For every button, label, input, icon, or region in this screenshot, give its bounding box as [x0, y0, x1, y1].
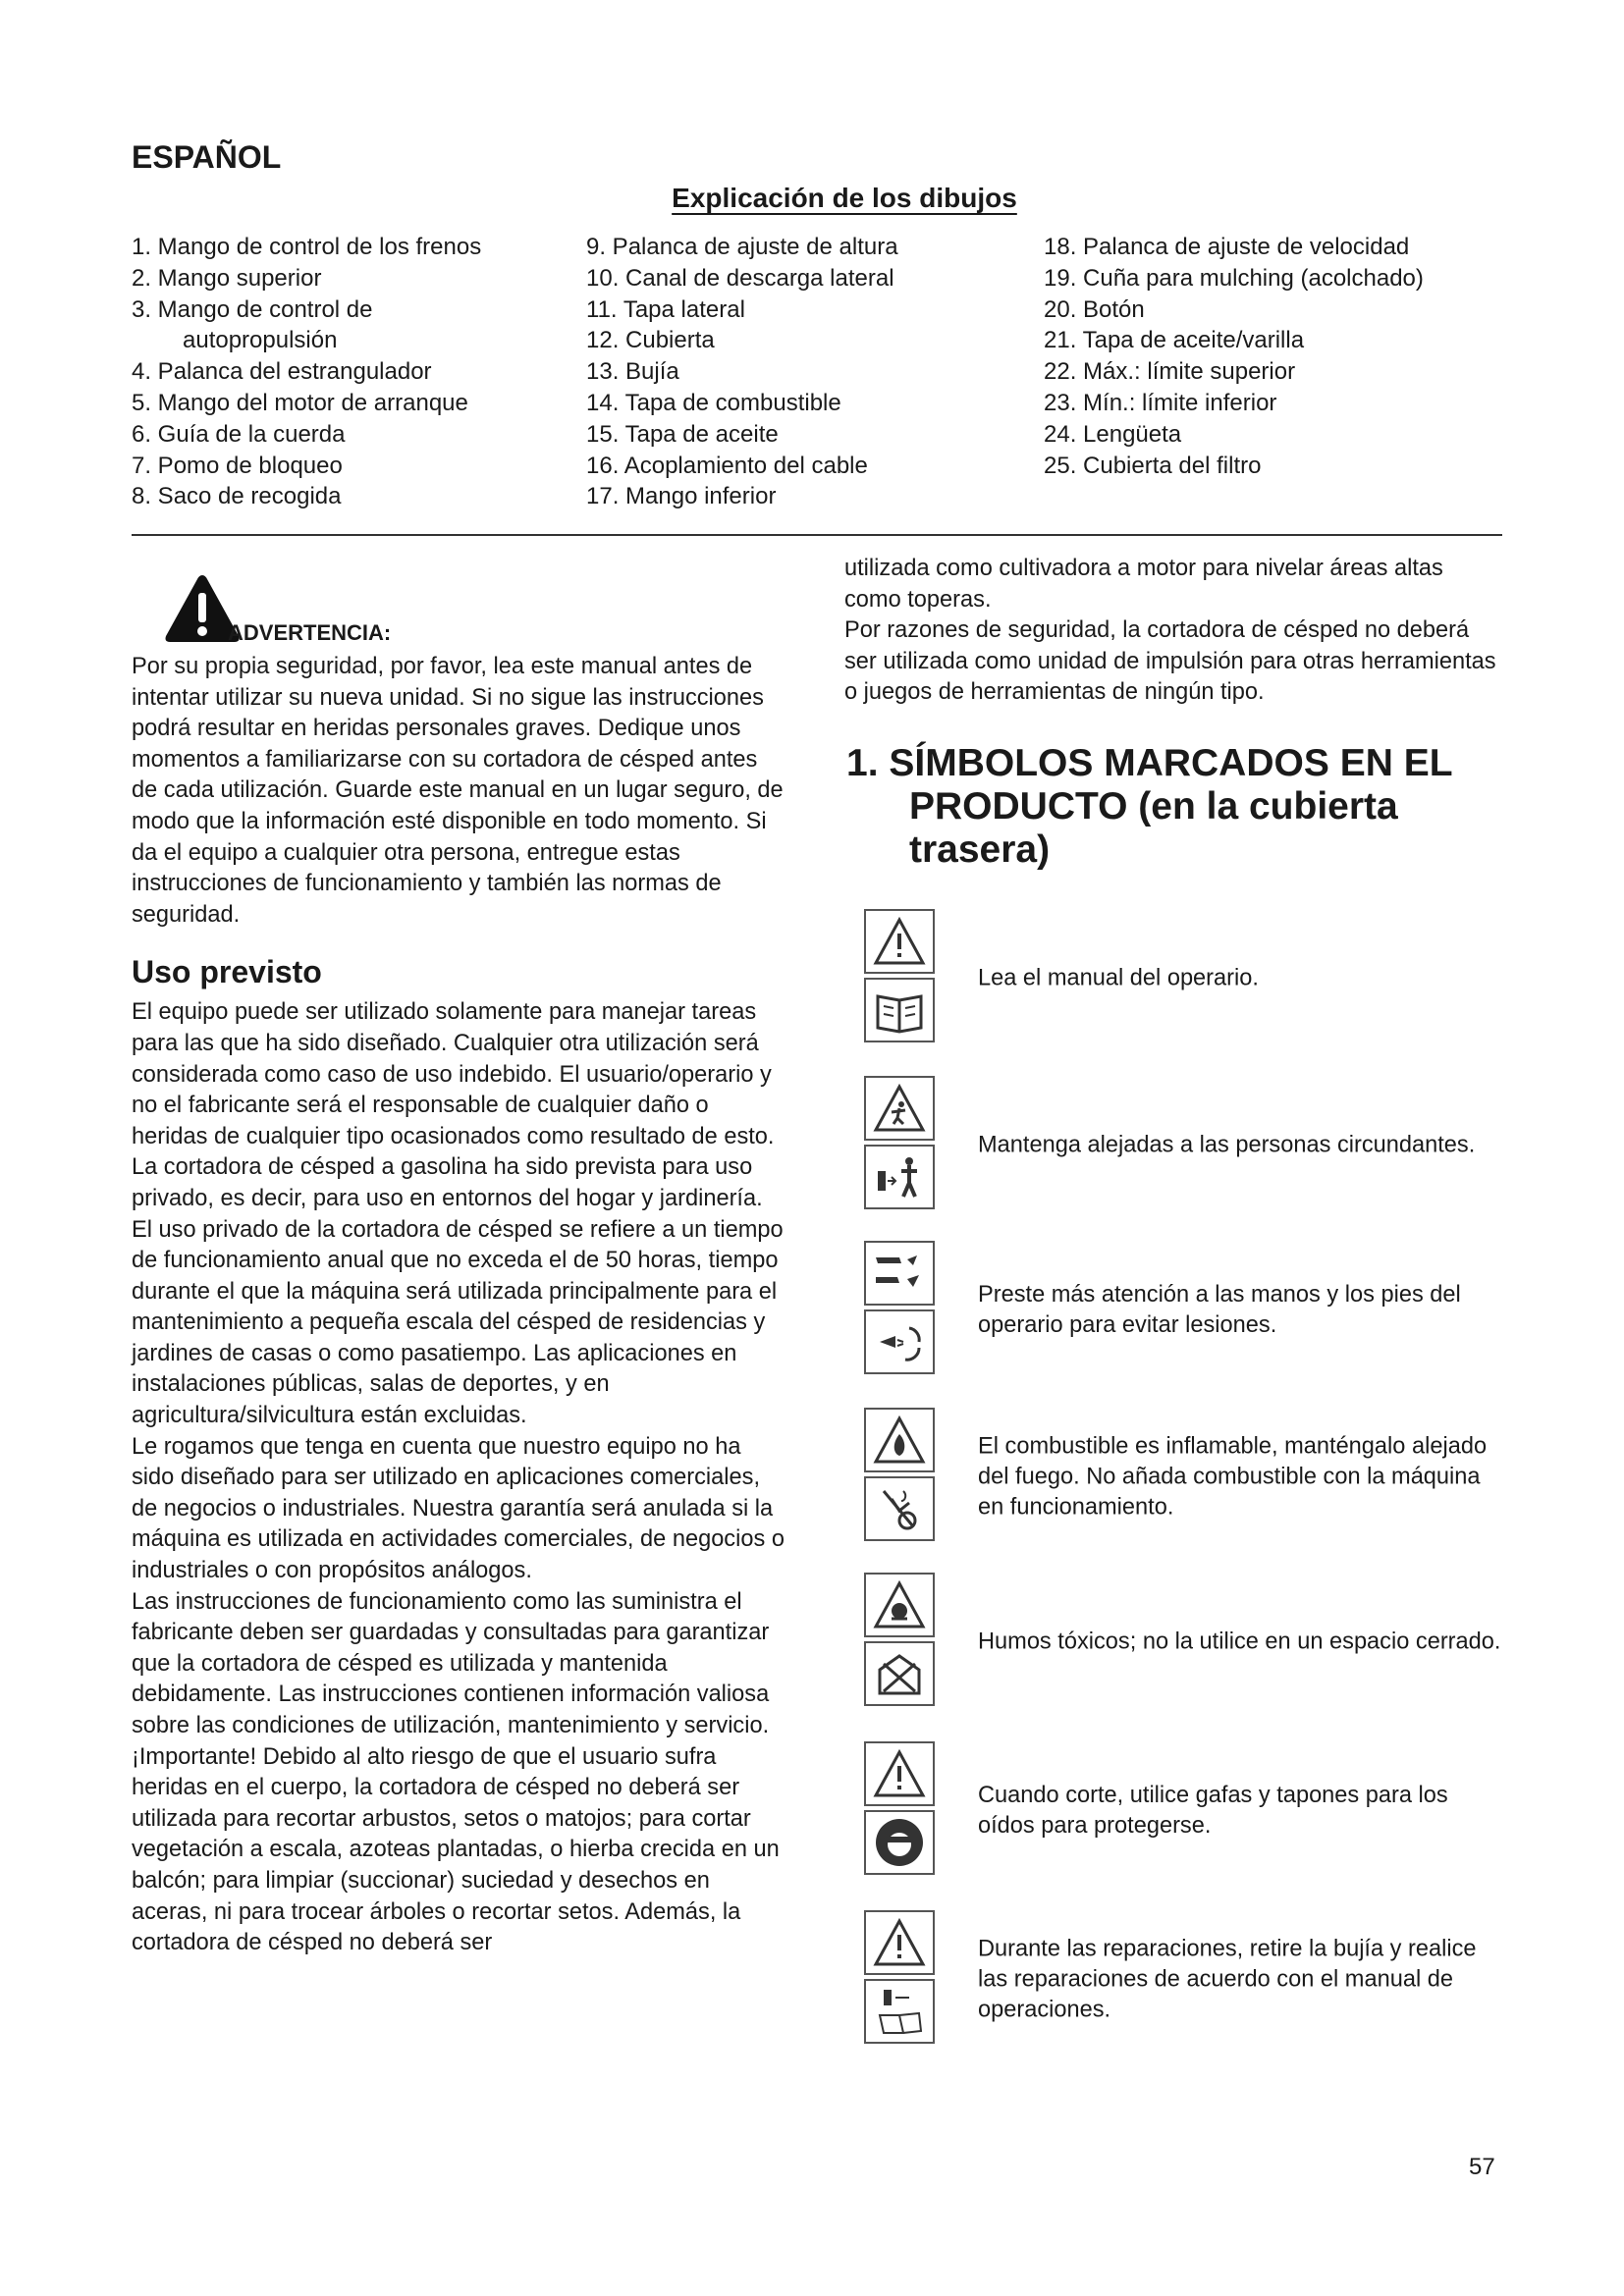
legend-item: 2. Mango superior	[132, 264, 322, 292]
legend-column-2	[586, 232, 898, 512]
symbol-row-eye-ear-protection	[864, 1741, 1512, 1881]
remove-spark-plug-icon	[864, 1910, 939, 2050]
symbol-text: Humos tóxicos; no la utilice en un espacio cerrado.	[978, 1629, 1501, 1655]
hands-feet-blade-icon	[864, 1241, 939, 1380]
eye-ear-protection-icon	[864, 1741, 939, 1881]
symbol-row-read-manual	[864, 909, 1512, 1048]
legend-item: 3. Mango de control de	[132, 295, 373, 323]
warning-label: ADVERTENCIA:	[228, 620, 392, 645]
legend-item: 9. Palanca de ajuste de altura	[586, 234, 898, 260]
symbol-row-toxic-fumes	[864, 1573, 1512, 1712]
language-heading: ESPAÑOL	[132, 139, 282, 175]
legend-item: 18. Palanca de ajuste de velocidad	[1044, 234, 1410, 260]
legend-item: 13. Bujía	[586, 358, 679, 386]
legend-item: 1. Mango de control de los frenos	[132, 234, 482, 260]
right-paragraph: Por razones de seguridad, la cortadora de césped no deberá ser utilizada como unidad de impulsión para otras herramientas o juegos de herramientas de ningún tipo.	[844, 617, 1496, 706]
uso-paragraph: La cortadora de césped a gasolina ha sido prevista para uso privado, es decir, para uso en entornos del hogar y jardinería.	[132, 1154, 763, 1211]
symbol-text: Lea el manual del operario.	[978, 965, 1259, 991]
legend-item: 8. Saco de recogida	[132, 483, 342, 510]
symbol-text: Preste más atención a las manos y los pies del operario para evitar lesiones.	[978, 1282, 1461, 1338]
toxic-fumes-icon	[864, 1573, 939, 1712]
symbol-row-hands-feet	[864, 1241, 1512, 1380]
section-divider	[132, 534, 1502, 536]
right-paragraph: utilizada como cultivadora a motor para nivelar áreas altas como toperas.	[844, 556, 1443, 613]
legend-item: 16. Acoplamiento del cable	[586, 452, 868, 479]
symbol-row-fuel-flammable	[864, 1408, 1512, 1547]
uso-paragraph: Las instrucciones de funcionamiento como las suministra el fabricante deben ser guardadas y consultadas para garantizar que la cortadora de césped es utilizada y mantenida debidamente. Las instrucciones contienen información valiosa sobre las condiciones de utilización, mantenimiento y servicio.	[132, 1588, 770, 1738]
legend-item: 7. Pomo de bloqueo	[132, 452, 343, 479]
uso-paragraph: El uso privado de la cortadora de césped se refiere a un tiempo de funcionamiento anual que no exceda el de 50 horas, tiempo durante el que la máquina será utilizada principalmente para el mantenimiento a pequeña escala del césped de residencias y jardines de casas o como pasatiempo. Las aplicaciones en instalaciones públicas, salas de deportes, y en agricultura/silvicultura están excluidas.	[132, 1216, 784, 1429]
legend-item: 24. Lengüeta	[1044, 420, 1182, 448]
uso-previsto-heading: Uso previsto	[132, 954, 322, 990]
symbol-text: Durante las reparaciones, retire la bujía y realice las reparaciones de acuerdo con el manual de operaciones.	[978, 1936, 1477, 2023]
legend-item: 22. Máx.: límite superior	[1044, 358, 1296, 386]
symbol-row-remove-spark-plug	[864, 1910, 1512, 2050]
fuel-flammable-icon	[864, 1408, 939, 1547]
legend-item: 5. Mango del motor de arranque	[132, 389, 468, 416]
legend-item: 10. Canal de descarga lateral	[586, 264, 894, 292]
uso-paragraph: Le rogamos que tenga en cuenta que nuestro equipo no ha sido diseñado para ser utilizado en aplicaciones comerciales, de negocios o industriales. Nuestra garantía será anulada si la máquina es utilizada en actividades comerciales, de negocios o industriales o con propósitos análogos.	[132, 1433, 785, 1584]
legend-item: 25. Cubierta del filtro	[1044, 452, 1262, 479]
uso-paragraph: El equipo puede ser utilizado solamente para manejar tareas para las que ha sido diseñado. Cualquier otra utilización será considerada como caso de uso indebido. El usuario/operario y no el fabricante será el responsable de cualquier daño o heridas de cualquier tipo ocasionados como resultado de esto.	[132, 999, 775, 1149]
legend-item: 17. Mango inferior	[586, 483, 777, 510]
legend-item: 14. Tapa de combustible	[586, 389, 841, 416]
legend-item: 23. Mín.: límite inferior	[1044, 389, 1277, 416]
legend-item: autopropulsión	[183, 327, 338, 354]
legend-item: 20. Botón	[1044, 295, 1145, 323]
symbol-row-keep-bystanders-away	[864, 1076, 1512, 1215]
legend-item: 6. Guía de la cuerda	[132, 420, 346, 448]
symbol-text: Cuando corte, utilice gafas y tapones para los oídos para protegerse.	[978, 1783, 1448, 1839]
symbol-text: El combustible es inflamable, manténgalo alejado del fuego. No añada combustible con la máquina en funcionamiento.	[978, 1433, 1488, 1521]
legend-column-3	[1044, 232, 1424, 481]
legend-item: 19. Cuña para mulching (acolchado)	[1044, 264, 1424, 292]
legend-item: 11. Tapa lateral	[586, 295, 745, 323]
legend-item: 21. Tapa de aceite/varilla	[1044, 327, 1305, 354]
symbol-text: Mantenga alejadas a las personas circundantes.	[978, 1132, 1476, 1158]
keep-bystanders-away-icon	[864, 1076, 939, 1215]
legend-item: 15. Tapa de aceite	[586, 420, 779, 448]
legend-item: 4. Palanca del estrangulador	[132, 358, 432, 386]
page-number: 57	[1469, 2154, 1495, 2180]
symbols-heading: 1. SÍMBOLOS MARCADOS EN EL PRODUCTO (en la cubierta trasera)	[846, 742, 1453, 871]
right-column-text	[844, 554, 1502, 709]
uso-paragraph: ¡Importante! Debido al alto riesgo de que el usuario sufra heridas en el cuerpo, la cortadora de césped no deberá ser utilizada para recortar arbustos, setos o matojos; para cortar vegetación a escala, azoteas plantadas, o hierba crecida en un balcón; para limpiar (succionar) suciedad y desechos en aceras, ni para trocear árboles o recortar setos. Además, la cortadora de césped no deberá ser	[132, 1743, 780, 1956]
warning-text: Por su propia seguridad, por favor, lea este manual antes de intentar utilizar su nueva unidad. Si no sigue las instrucciones podrá resultar en heridas personales graves. Dedique unos momentos a familiarizarse con su cortadora de césped antes de cada utilización. Guarde este manual en un lugar seguro, de modo que la información esté disponible en todo momento. Si da el equipo a cualquier otra persona, entregue estas instrucciones de funcionamiento y también las normas de seguridad.	[132, 654, 784, 928]
read-manual-icon	[864, 909, 939, 1048]
left-column	[132, 571, 789, 1959]
legend-title: Explicación de los dibujos	[672, 183, 1017, 213]
legend-column-1	[132, 232, 481, 512]
warning-header	[132, 571, 789, 652]
legend-item: 12. Cubierta	[586, 327, 715, 354]
